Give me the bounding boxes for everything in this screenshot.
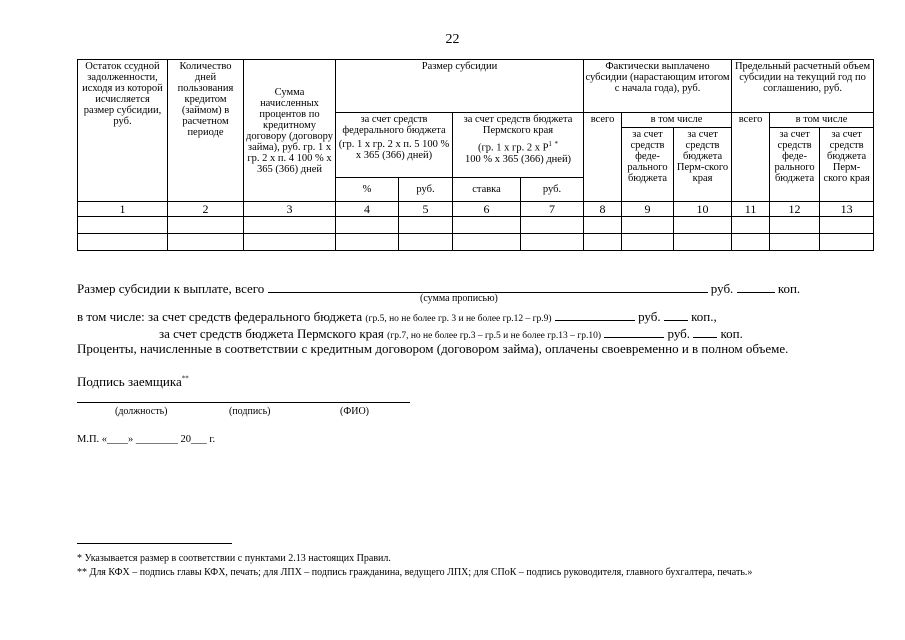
header-percent: % xyxy=(336,178,399,202)
table-cell[interactable] xyxy=(521,217,584,234)
table-cell[interactable] xyxy=(453,217,521,234)
table-cell[interactable] xyxy=(521,234,584,251)
footnote-2: ** Для КФХ – подпись главы КФХ, печать; для ЛПХ – подпись гражданина, ведущего ЛПХ; для СПоК – подпись руководителя, главного бухгалтера, печать.» xyxy=(77,567,753,578)
header-days: Количество дней пользования кредитом (займом) в расчетном периоде xyxy=(168,60,244,202)
header-remaining-debt: Остаток ссудной задолженности, исходя из которой исчисляется размер субсидии, руб. xyxy=(78,60,168,202)
total-kop-field[interactable] xyxy=(737,279,775,293)
table-cell[interactable] xyxy=(584,217,622,234)
perm-kop: коп. xyxy=(720,326,743,341)
total-label: Размер субсидии к выплате, всего xyxy=(77,281,265,296)
signature-caption: (подпись) xyxy=(229,406,271,417)
column-numbers-row xyxy=(78,202,874,217)
perm-amount-field[interactable] xyxy=(604,324,664,338)
header-actual-total: всего xyxy=(584,113,622,202)
header-limit-federal: за счет средств феде-рального бюджета xyxy=(770,128,820,202)
table-cell[interactable] xyxy=(584,234,622,251)
table-cell[interactable] xyxy=(453,234,521,251)
signature-sup: ** xyxy=(181,374,189,383)
header-actual-including: в том числе xyxy=(622,113,732,128)
perm-rub: руб. xyxy=(667,326,691,341)
header-actual-perm: за счет средств бюджета Перм-ского края xyxy=(674,128,732,202)
col-number: 13 xyxy=(820,202,874,217)
header-rate: ставка xyxy=(453,178,521,202)
in-words-caption: (сумма прописью) xyxy=(420,293,498,304)
total-rub: руб. xyxy=(710,281,734,296)
table-cell[interactable] xyxy=(336,217,399,234)
table-cell[interactable] xyxy=(732,234,770,251)
table-cell[interactable] xyxy=(622,217,674,234)
perm-formula: (гр. 1 х гр. 2 х $Р^1$ * xyxy=(477,140,559,154)
table-cell[interactable] xyxy=(168,234,244,251)
table-cell[interactable] xyxy=(78,217,168,234)
table-cell[interactable] xyxy=(820,234,874,251)
table-cell[interactable] xyxy=(674,234,732,251)
header-limit: Предельный расчетный объем субсидии на текущий год по соглашению, руб. xyxy=(732,60,874,113)
col-number: 9 xyxy=(622,202,674,217)
header-limit-including: в том числе xyxy=(770,113,874,128)
total-amount-field[interactable] xyxy=(268,279,708,293)
header-accrued-interest: Сумма начисленных процентов по кредитному договору (договору займа), руб. гр. 1 х гр. 2 х п. 4 100 % х 365 (366) дней xyxy=(244,60,336,202)
header-federal xyxy=(336,113,453,178)
table-row xyxy=(78,234,874,251)
federal-line xyxy=(77,307,717,325)
perm-formula-denominator: 100 % х 365 (366) дней) xyxy=(464,153,572,165)
table-cell[interactable] xyxy=(622,234,674,251)
header-actual-paid: Фактически выплачено субсидии (нарастающим итогом с начала года), руб. xyxy=(584,60,732,113)
federal-rub: руб. xyxy=(638,309,661,324)
federal-label: в том числе: за счет средств федерального бюджета xyxy=(77,309,363,324)
table-cell[interactable] xyxy=(244,217,336,234)
col-number: 6 xyxy=(453,202,521,217)
federal-kop-field[interactable] xyxy=(664,307,688,321)
table-cell[interactable] xyxy=(168,217,244,234)
table-cell[interactable] xyxy=(732,217,770,234)
signature-line[interactable] xyxy=(77,402,410,403)
perm-line xyxy=(159,324,743,342)
col-number: 2 xyxy=(168,202,244,217)
footnote-separator xyxy=(77,543,232,544)
col-number: 4 xyxy=(336,202,399,217)
table-cell[interactable] xyxy=(770,234,820,251)
header-limit-perm: за счет средств бюджета Перм-ского края xyxy=(820,128,874,202)
col-number: 5 xyxy=(399,202,453,217)
table-cell[interactable] xyxy=(244,234,336,251)
col-number: 10 xyxy=(674,202,732,217)
header-limit-total: всего xyxy=(732,113,770,202)
header-subsidy-size: Размер субсидии xyxy=(336,60,584,113)
fio-caption: (ФИО) xyxy=(340,406,370,417)
table-cell[interactable] xyxy=(399,217,453,234)
statement-text: Проценты, начисленные в соответствии с кредитным договором (договором займа), оплачены своевременно и в полном объеме. xyxy=(77,341,789,356)
perm-kop-field[interactable] xyxy=(693,324,717,338)
header-perm xyxy=(453,113,584,178)
total-kop: коп. xyxy=(777,281,801,296)
table-cell[interactable] xyxy=(674,217,732,234)
table-cell[interactable] xyxy=(820,217,874,234)
federal-header-text: за счет средств федерального бюджета xyxy=(342,114,446,136)
header-federal-rub: руб. xyxy=(399,178,453,202)
federal-note: (гр.5, но не более гр. 3 и не более гр.12 – гр.9) xyxy=(365,314,552,324)
signature-label: Подпись заемщика** xyxy=(77,374,189,389)
page-number: 22 xyxy=(445,32,460,47)
perm-label: за счет средств бюджета Пермского края xyxy=(159,326,384,341)
subsidy-table xyxy=(77,59,874,251)
header-actual-federal: за счет средств феде-рального бюджета xyxy=(622,128,674,202)
table-cell[interactable] xyxy=(770,217,820,234)
seal-date-line: М.П. «____» ________ 20___ г. xyxy=(77,434,216,445)
col-number: 12 xyxy=(770,202,820,217)
col-number: 3 xyxy=(244,202,336,217)
position-caption: (должность) xyxy=(115,406,168,417)
perm-note: (гр.7, но не более гр.3 – гр.5 и не более гр.13 – гр.10) xyxy=(387,331,601,341)
federal-amount-field[interactable] xyxy=(555,307,635,321)
col-number: 1 xyxy=(78,202,168,217)
federal-kop: коп., xyxy=(691,309,717,324)
col-number: 8 xyxy=(584,202,622,217)
perm-header-text: за счет средств бюджета Пермского края xyxy=(463,114,573,136)
table-cell[interactable] xyxy=(399,234,453,251)
table-cell[interactable] xyxy=(336,234,399,251)
table-cell[interactable] xyxy=(78,234,168,251)
header-perm-rub: руб. xyxy=(521,178,584,202)
table-row xyxy=(78,217,874,234)
federal-formula: (гр. 1 х гр. 2 х п. 5 100 % х 365 (366) дней) xyxy=(338,139,450,161)
col-number: 11 xyxy=(732,202,770,217)
footnote-1: * Указывается размер в соответствии с пунктами 2.13 настоящих Правил. xyxy=(77,553,391,564)
col-number: 7 xyxy=(521,202,584,217)
